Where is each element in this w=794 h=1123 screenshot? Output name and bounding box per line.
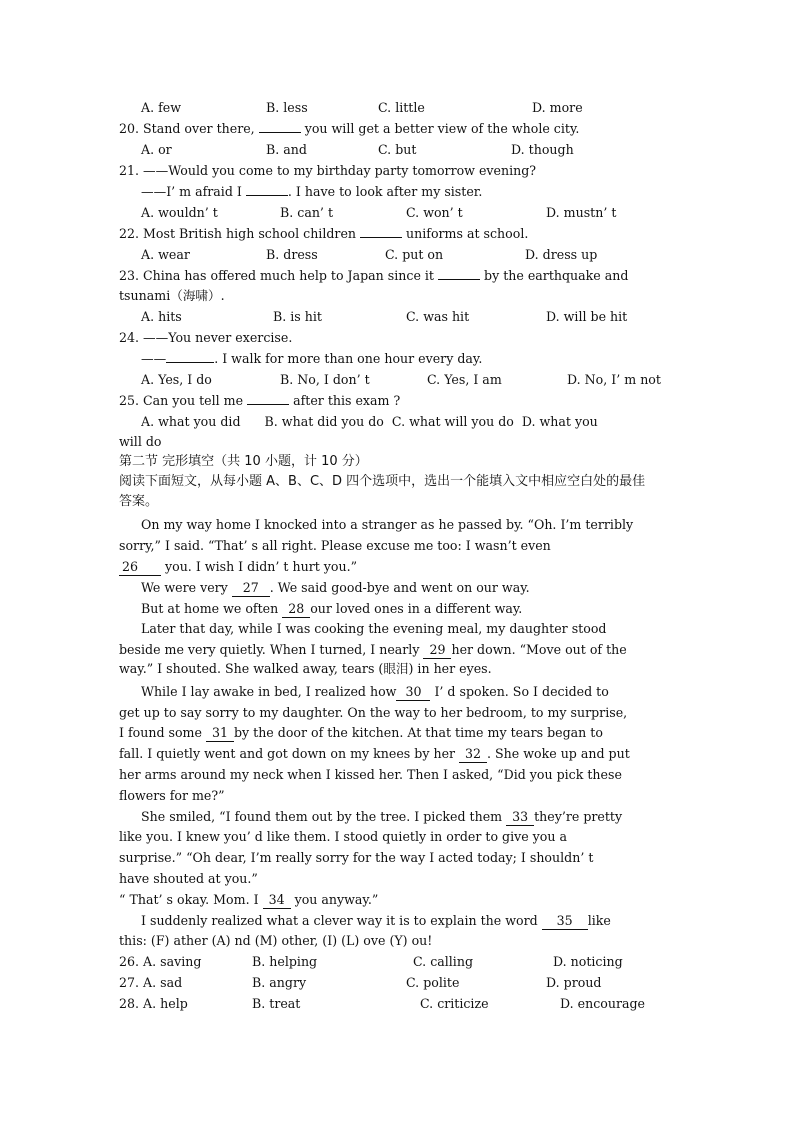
q21-option-d: D. mustn’ t <box>546 205 617 220</box>
blank-30: 30 <box>396 684 430 701</box>
q22-blank <box>360 237 402 238</box>
passage-line: her arms around my neck when I kissed her. Then I asked, “Did you pick these <box>119 767 622 782</box>
q21-line2 <box>141 182 701 202</box>
q22-option-b: B. dress <box>266 247 318 262</box>
passage-line: have shouted at you.” <box>119 871 258 886</box>
q21-option-a: A. wouldn’ t <box>141 205 218 220</box>
q22-stem-start: 22. Most British high school children <box>119 226 357 241</box>
q23-option-b: B. is hit <box>273 309 322 324</box>
passage-text: “ That’ s okay. Mom. I <box>119 892 263 907</box>
q23-option-a: A. hits <box>141 309 182 324</box>
q23-option-d: D. will be hit <box>546 309 628 324</box>
q22-option-c: C. put on <box>385 247 444 262</box>
q28-option-d: D. encourage <box>560 996 646 1011</box>
q24-option-c: C. Yes, I am <box>427 372 502 387</box>
passage-text: I found some <box>119 725 206 740</box>
passage-text: by the door of the kitchen. At that time my tears began to <box>233 725 603 740</box>
passage-line <box>119 723 679 743</box>
q24-line2-end: . I walk for more than one hour every day. <box>214 351 483 366</box>
q19-option-a: A. few <box>141 100 181 115</box>
q22-stem-end: uniforms at school. <box>406 226 529 241</box>
section-instruction-2: 答案。 <box>119 494 159 509</box>
passage-text: her down. “Move out of the <box>451 642 627 657</box>
passage-line <box>141 807 679 827</box>
q23-stem-end: by the earthquake and <box>484 268 629 283</box>
q22-stem <box>119 224 679 244</box>
passage-text: She smiled, “I found them out by the tree. I picked them <box>141 809 507 824</box>
q20-stem-start: 20. Stand over there, <box>119 121 255 136</box>
q27-option-c: C. polite <box>406 975 460 990</box>
q25-options: A. what you did B. what did you do C. what will you do D. what you <box>141 414 598 429</box>
passage-text: you anyway.” <box>290 892 379 907</box>
passage-line: flowers for me?” <box>119 788 225 803</box>
passage-line <box>141 578 701 598</box>
q26-option-a: 26. A. saving <box>119 954 202 969</box>
passage-line: sorry,” I said. “That’ s all right. Please excuse me too: I wasn’t even <box>119 538 551 553</box>
passage-line <box>119 890 679 910</box>
blank-28: 28 <box>282 601 310 618</box>
passage-text: . We said good-bye and went on our way. <box>269 580 530 595</box>
passage-line: On my way home I knocked into a stranger as he passed by. “Oh. I’m terribly <box>141 517 634 532</box>
q27-option-b: B. angry <box>252 975 307 990</box>
q24-option-b: B. No, I don’ t <box>280 372 370 387</box>
passage-line: way.” I shouted. She walked away, tears (眼泪) in her eyes. <box>119 661 492 676</box>
passage-text: like <box>587 913 611 928</box>
passage-line <box>119 557 679 577</box>
passage-text: our loved ones in a different way. <box>310 601 523 616</box>
passage-line <box>141 911 679 931</box>
passage-text: fall. I quietly went and got down on my knees by her <box>119 746 460 761</box>
passage-line <box>119 640 679 660</box>
q20-blank <box>259 132 301 133</box>
q28-option-b: B. treat <box>252 996 301 1011</box>
q21-option-c: C. won’ t <box>406 205 463 220</box>
passage-text: We were very <box>141 580 232 595</box>
q22-option-a: A. wear <box>141 247 190 262</box>
q24-line2 <box>141 349 701 369</box>
passage-line: like you. I knew you’ d like them. I stood quietly in order to give you a <box>119 829 568 844</box>
q20-option-c: C. but <box>378 142 417 157</box>
passage-text: I’ d spoken. So I decided to <box>430 684 609 699</box>
q25-stem <box>119 391 679 411</box>
passage-line: surprise.” “Oh dear, I’m really sorry for the way I acted today; I shouldn’ t <box>119 850 594 865</box>
q24-line1: 24. ——You never exercise. <box>119 330 293 345</box>
section-instruction-1: 阅读下面短文，从每小题 A、B、C、D 四个选项中，选出一个能填入文中相应空白处的最佳 <box>119 474 646 489</box>
passage-line: Later that day, while I was cooking the evening meal, my daughter stood <box>141 621 607 636</box>
q25-stem-end: after this exam ? <box>293 393 401 408</box>
q20-option-d: D. though <box>511 142 574 157</box>
q19-option-d: D. more <box>532 100 583 115</box>
q23-stem <box>119 266 679 286</box>
q27-option-a: 27. A. sad <box>119 975 183 990</box>
q24-option-a: A. Yes, I do <box>141 372 212 387</box>
q19-option-b: B. less <box>266 100 308 115</box>
q20-option-b: B. and <box>266 142 307 157</box>
passage-line: this: (F) ather (A) nd (M) other, (I) (L) ove (Y) ou! <box>119 933 433 948</box>
q26-option-c: C. calling <box>413 954 474 969</box>
q24-option-d: D. No, I’ m not <box>567 372 661 387</box>
blank-31: 31 <box>206 725 234 742</box>
passage-line: get up to say sorry to my daughter. On the way to her bedroom, to my surprise, <box>119 705 628 720</box>
blank-27: 27 <box>232 580 270 597</box>
q21-line2-end: . I have to look after my sister. <box>287 184 483 199</box>
passage-text: While I lay awake in bed, I realized how <box>141 684 397 699</box>
q28-option-a: 28. A. help <box>119 996 188 1011</box>
blank-35: 35 <box>542 913 588 930</box>
q21-option-b: B. can’ t <box>280 205 334 220</box>
q26-option-b: B. helping <box>252 954 318 969</box>
q25-blank <box>247 404 289 405</box>
q23-stem-start: 23. China has offered much help to Japan since it <box>119 268 434 283</box>
q23-option-c: C. was hit <box>406 309 470 324</box>
blank-33: 33 <box>506 809 534 826</box>
q20-option-a: A. or <box>141 142 172 157</box>
passage-text: But at home we often <box>141 601 283 616</box>
blank-26: 26 <box>119 559 161 576</box>
passage-text: I suddenly realized what a clever way it is to explain the word <box>141 913 542 928</box>
q26-option-d: D. noticing <box>553 954 623 969</box>
q21-line1: 21. ——Would you come to my birthday party tomorrow evening? <box>119 163 537 178</box>
passage-line <box>119 744 679 764</box>
q20-stem <box>119 119 679 139</box>
passage-text: you. I wish I didn’ t hurt you.” <box>161 559 358 574</box>
blank-32: 32 <box>459 746 487 763</box>
q24-blank <box>166 362 214 363</box>
passage-text: they’re pretty <box>534 809 623 824</box>
q22-option-d: D. dress up <box>525 247 598 262</box>
passage-line <box>141 682 679 702</box>
blank-29: 29 <box>423 642 451 659</box>
passage-text: beside me very quietly. When I turned, I nearly <box>119 642 424 657</box>
q25-options-wrap: will do <box>119 434 162 449</box>
q21-line2-start: ——I’ m afraid I <box>141 184 242 199</box>
q19-option-c: C. little <box>378 100 425 115</box>
section-title: 第二节 完形填空（共 10 小题，计 10 分） <box>119 454 368 469</box>
passage-line <box>141 599 701 619</box>
q25-stem-start: 25. Can you tell me <box>119 393 244 408</box>
q23-line2: tsunami（海啸）. <box>119 288 225 303</box>
q27-option-d: D. proud <box>546 975 602 990</box>
blank-34: 34 <box>263 892 291 909</box>
q24-line2-start: —— <box>141 351 167 366</box>
passage-text: . She woke up and put <box>487 746 630 761</box>
q23-blank <box>438 279 480 280</box>
q21-blank <box>246 195 288 196</box>
q20-stem-end: you will get a better view of the whole city. <box>304 121 580 136</box>
q28-option-c: C. criticize <box>420 996 489 1011</box>
